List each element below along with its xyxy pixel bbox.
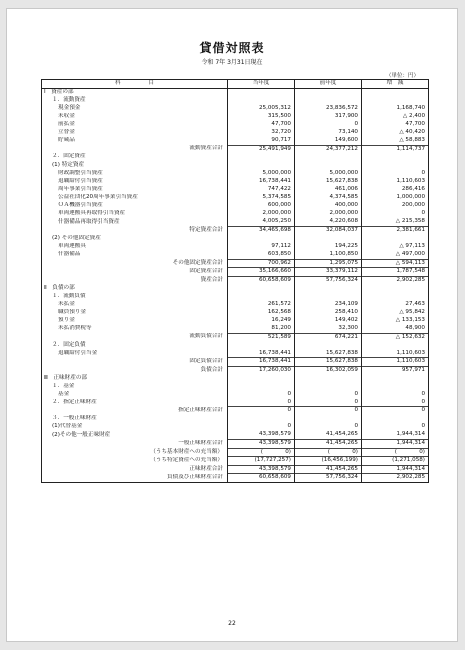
- cell-previous-year: 149,600: [295, 137, 362, 145]
- cell-current-year: 700,962: [228, 259, 295, 268]
- table-row: [42, 194, 429, 202]
- cell-change: △ 97,113: [362, 243, 429, 251]
- table-row: [42, 440, 429, 449]
- cell-change: 1,110,603: [362, 350, 429, 358]
- cell-current-year: 97,112: [228, 243, 295, 251]
- cell-current-year: 90,717: [228, 137, 295, 145]
- cell-change: △ 58,883: [362, 137, 429, 145]
- cell-current-year: [228, 293, 295, 301]
- table-header-row: [42, 80, 429, 89]
- cell-previous-year: [295, 415, 362, 423]
- table-row: [42, 333, 429, 341]
- cell-change: △ 497,000: [362, 251, 429, 259]
- cell-current-year: 4,005,250: [228, 218, 295, 226]
- cell-change: [362, 96, 429, 104]
- table-row: [42, 276, 429, 284]
- cell-change: [362, 161, 429, 169]
- row-label: 退職給付引当資産: [42, 178, 228, 186]
- cell-change: △ 133,153: [362, 317, 429, 325]
- cell-change: △ 2,400: [362, 113, 429, 121]
- table-row: [42, 301, 429, 309]
- table-row: [42, 391, 429, 399]
- row-label: ３．一般正味財産: [42, 415, 228, 423]
- cell-current-year: 25,491,949: [228, 145, 295, 153]
- row-label: １．基金: [42, 383, 228, 391]
- cell-current-year: [228, 161, 295, 169]
- cell-current-year: 603,850: [228, 251, 295, 259]
- table-row: [42, 358, 429, 367]
- cell-previous-year: [295, 383, 362, 391]
- cell-current-year: 747,422: [228, 186, 295, 194]
- cell-previous-year: [295, 341, 362, 349]
- cell-change: 1,787,548: [362, 268, 429, 277]
- cell-change: [362, 88, 429, 96]
- row-label: 流動資産合計: [42, 145, 228, 153]
- cell-current-year: 0: [228, 423, 295, 431]
- row-label: ２．固定資産: [42, 153, 228, 161]
- cell-previous-year: 194,225: [295, 243, 362, 251]
- document-page: [6, 8, 458, 642]
- table-row: [42, 251, 429, 259]
- table-row: [42, 374, 429, 382]
- row-label: 現金預金: [42, 104, 228, 112]
- cell-current-year: 0: [228, 391, 295, 399]
- row-label: 財政調整引当資産: [42, 170, 228, 178]
- cell-change: △ 594,113: [362, 259, 429, 268]
- row-label: ＯＡ機器引当資産: [42, 202, 228, 210]
- cell-change: 47,700: [362, 121, 429, 129]
- row-label: (2) その他固定資産: [42, 235, 228, 243]
- table-row: [42, 170, 429, 178]
- table-row: [42, 178, 429, 186]
- cell-previous-year: 400,000: [295, 202, 362, 210]
- row-label: 周年事業引当資産: [42, 186, 228, 194]
- cell-current-year: 60,658,609: [228, 474, 295, 483]
- row-label: その他固定資産合計: [42, 259, 228, 268]
- cell-current-year: [228, 153, 295, 161]
- cell-change: 0: [362, 170, 429, 178]
- cell-current-year: 0: [228, 407, 295, 415]
- balance-sheet-table: [41, 79, 429, 483]
- cell-current-year: 315,500: [228, 113, 295, 121]
- cell-current-year: 261,572: [228, 301, 295, 309]
- header-change: 増 減: [362, 80, 429, 89]
- header-account: 科 目: [42, 80, 228, 89]
- table-row: [42, 226, 429, 234]
- document-title: 貸借対照表: [199, 41, 265, 55]
- cell-previous-year: 461,006: [295, 186, 362, 194]
- page-number: 22: [228, 620, 236, 627]
- cell-change: [362, 415, 429, 423]
- cell-previous-year: [295, 374, 362, 382]
- cell-change: [362, 374, 429, 382]
- cell-change: 0: [362, 423, 429, 431]
- cell-previous-year: 0: [295, 121, 362, 129]
- row-label: (1) 特定資産: [42, 161, 228, 169]
- cell-previous-year: 15,627,838: [295, 358, 362, 367]
- table-row: [42, 113, 429, 121]
- row-label: 預り金: [42, 317, 228, 325]
- cell-change: 1,000,000: [362, 194, 429, 202]
- cell-current-year: 162,568: [228, 309, 295, 317]
- table-row: [42, 153, 429, 161]
- cell-current-year: [228, 284, 295, 292]
- row-label: （うち基本財産への充当額）: [42, 448, 228, 457]
- table-row: [42, 284, 429, 292]
- row-label: 負債合計: [42, 366, 228, 374]
- row-label: 基金: [42, 391, 228, 399]
- cell-previous-year: ( 0): [295, 448, 362, 457]
- cell-current-year: 47,700: [228, 121, 295, 129]
- cell-current-year: [228, 96, 295, 104]
- cell-previous-year: 32,084,037: [295, 226, 362, 234]
- cell-previous-year: 317,900: [295, 113, 362, 121]
- cell-previous-year: 258,410: [295, 309, 362, 317]
- table-row: [42, 88, 429, 96]
- row-label: ２．固定負債: [42, 341, 228, 349]
- row-label: 資産合計: [42, 276, 228, 284]
- table-row: [42, 96, 429, 104]
- cell-previous-year: 1,295,075: [295, 259, 362, 268]
- cell-current-year: [228, 383, 295, 391]
- table-row: [42, 407, 429, 415]
- cell-previous-year: [295, 161, 362, 169]
- cell-previous-year: 0: [295, 391, 362, 399]
- cell-current-year: 35,166,660: [228, 268, 295, 277]
- row-label: 未払金: [42, 301, 228, 309]
- table-row: [42, 145, 429, 153]
- cell-change: 2,902,285: [362, 276, 429, 284]
- cell-change: 0: [362, 407, 429, 415]
- table-row: [42, 474, 429, 483]
- cell-previous-year: [295, 235, 362, 243]
- cell-current-year: 2,000,000: [228, 210, 295, 218]
- row-label: (2)その他一般正味財産: [42, 431, 228, 439]
- cell-previous-year: 149,402: [295, 317, 362, 325]
- table-row: [42, 259, 429, 268]
- cell-previous-year: 0: [295, 407, 362, 415]
- row-label: Ⅰ 資産の部: [42, 88, 228, 96]
- table-row: [42, 465, 429, 474]
- cell-change: 48,900: [362, 325, 429, 333]
- table-row: [42, 457, 429, 466]
- row-label: 職員預り金: [42, 309, 228, 317]
- cell-change: 1,944,314: [362, 431, 429, 439]
- cell-change: 1,944,314: [362, 465, 429, 474]
- table-row: [42, 350, 429, 358]
- cell-previous-year: [295, 88, 362, 96]
- cell-change: [362, 284, 429, 292]
- row-label: Ⅱ 負債の部: [42, 284, 228, 292]
- cell-change: 1,110,603: [362, 358, 429, 367]
- table-row: [42, 317, 429, 325]
- cell-previous-year: 1,100,850: [295, 251, 362, 259]
- row-label: 貯蔵品: [42, 137, 228, 145]
- row-label: 什器備品再取得引当資産: [42, 218, 228, 226]
- table-row: [42, 309, 429, 317]
- cell-change: 1,110,603: [362, 178, 429, 186]
- cell-change: 2,902,285: [362, 474, 429, 483]
- table-row: [42, 210, 429, 218]
- cell-current-year: 16,738,441: [228, 358, 295, 367]
- cell-previous-year: 41,454,265: [295, 431, 362, 439]
- cell-current-year: 0: [228, 399, 295, 407]
- row-label: 固定負債合計: [42, 358, 228, 367]
- table-row: [42, 161, 429, 169]
- row-label: 未収金: [42, 113, 228, 121]
- cell-previous-year: 57,756,324: [295, 474, 362, 483]
- cell-current-year: 60,658,609: [228, 276, 295, 284]
- cell-current-year: [228, 415, 295, 423]
- cell-change: 2,381,661: [362, 226, 429, 234]
- row-label: 前払金: [42, 121, 228, 129]
- table-row: [42, 399, 429, 407]
- cell-previous-year: 73,140: [295, 129, 362, 137]
- cell-previous-year: [295, 284, 362, 292]
- row-label: Ⅲ 正味財産の部: [42, 374, 228, 382]
- cell-change: 1,168,740: [362, 104, 429, 112]
- cell-change: 1,944,314: [362, 440, 429, 449]
- row-label: (1)代替基金: [42, 423, 228, 431]
- cell-change: [362, 293, 429, 301]
- cell-current-year: 43,398,579: [228, 465, 295, 474]
- cell-current-year: 81,200: [228, 325, 295, 333]
- row-label: 特定資産合計: [42, 226, 228, 234]
- table-row: [42, 448, 429, 457]
- cell-current-year: [228, 341, 295, 349]
- cell-current-year: 16,249: [228, 317, 295, 325]
- cell-previous-year: 674,221: [295, 333, 362, 341]
- table-row: [42, 293, 429, 301]
- cell-current-year: ( 0): [228, 448, 295, 457]
- cell-current-year: 16,738,441: [228, 350, 295, 358]
- cell-previous-year: 16,302,059: [295, 366, 362, 374]
- cell-change: 1,114,737: [362, 145, 429, 153]
- cell-previous-year: 5,000,000: [295, 170, 362, 178]
- cell-change: (1,271,058): [362, 457, 429, 466]
- cell-current-year: 34,465,698: [228, 226, 295, 234]
- table-row: [42, 383, 429, 391]
- cell-current-year: 25,005,312: [228, 104, 295, 112]
- cell-change: △ 40,420: [362, 129, 429, 137]
- table-row: [42, 186, 429, 194]
- cell-previous-year: 24,377,212: [295, 145, 362, 153]
- table-row: [42, 325, 429, 333]
- cell-previous-year: 4,220,608: [295, 218, 362, 226]
- row-label: 什器備品: [42, 251, 228, 259]
- table-row: [42, 268, 429, 277]
- cell-change: 0: [362, 399, 429, 407]
- cell-previous-year: [295, 293, 362, 301]
- cell-current-year: 521,589: [228, 333, 295, 341]
- cell-current-year: [228, 374, 295, 382]
- cell-change: 0: [362, 210, 429, 218]
- row-label: 一般正味財産合計: [42, 440, 228, 449]
- table-row: [42, 104, 429, 112]
- cell-current-year: [228, 235, 295, 243]
- cell-change: ( 0): [362, 448, 429, 457]
- row-label: 公益社団化20周年事業引当資産: [42, 194, 228, 202]
- cell-previous-year: 57,756,324: [295, 276, 362, 284]
- table-row: [42, 121, 429, 129]
- cell-previous-year: [295, 96, 362, 104]
- cell-previous-year: [295, 153, 362, 161]
- cell-previous-year: 41,454,265: [295, 465, 362, 474]
- cell-previous-year: 32,300: [295, 325, 362, 333]
- cell-change: △ 215,358: [362, 218, 429, 226]
- table-row: [42, 423, 429, 431]
- header-previous-year: 前年度: [295, 80, 362, 89]
- row-label: 指定正味財産合計: [42, 407, 228, 415]
- cell-previous-year: 33,379,112: [295, 268, 362, 277]
- cell-previous-year: 0: [295, 423, 362, 431]
- cell-change: [362, 153, 429, 161]
- row-label: 正味財産合計: [42, 465, 228, 474]
- cell-current-year: 600,000: [228, 202, 295, 210]
- row-label: 車両運搬具: [42, 243, 228, 251]
- cell-previous-year: 4,374,585: [295, 194, 362, 202]
- cell-change: △ 152,632: [362, 333, 429, 341]
- cell-current-year: 17,260,030: [228, 366, 295, 374]
- cell-current-year: 32,720: [228, 129, 295, 137]
- row-label: 退職給付引当金: [42, 350, 228, 358]
- cell-current-year: 5,000,000: [228, 170, 295, 178]
- cell-current-year: 43,398,579: [228, 440, 295, 449]
- cell-previous-year: 23,836,572: [295, 104, 362, 112]
- cell-previous-year: 2,000,000: [295, 210, 362, 218]
- row-label: ２．指定正味財産: [42, 399, 228, 407]
- cell-current-year: 16,738,441: [228, 178, 295, 186]
- cell-change: 27,463: [362, 301, 429, 309]
- cell-change: △ 95,842: [362, 309, 429, 317]
- row-label: 固定資産合計: [42, 268, 228, 277]
- row-label: 負債及び正味財産合計: [42, 474, 228, 483]
- cell-previous-year: 41,454,265: [295, 440, 362, 449]
- cell-change: 286,416: [362, 186, 429, 194]
- cell-previous-year: 0: [295, 399, 362, 407]
- cell-change: 957,971: [362, 366, 429, 374]
- cell-current-year: [228, 88, 295, 96]
- header-current-year: 当年度: [228, 80, 295, 89]
- table-row: [42, 415, 429, 423]
- cell-change: [362, 235, 429, 243]
- row-label: 立替金: [42, 129, 228, 137]
- cell-current-year: 43,398,579: [228, 431, 295, 439]
- table-row: [42, 218, 429, 226]
- row-label: １．流動負債: [42, 293, 228, 301]
- cell-change: 0: [362, 391, 429, 399]
- cell-current-year: (17,727,257): [228, 457, 295, 466]
- cell-previous-year: 15,627,838: [295, 178, 362, 186]
- cell-previous-year: 234,109: [295, 301, 362, 309]
- cell-change: [362, 341, 429, 349]
- cell-current-year: 5,374,585: [228, 194, 295, 202]
- table-row: [42, 243, 429, 251]
- cell-previous-year: (16,456,199): [295, 457, 362, 466]
- cell-change: 200,000: [362, 202, 429, 210]
- table-row: [42, 235, 429, 243]
- row-label: 流動負債合計: [42, 333, 228, 341]
- table-row: [42, 202, 429, 210]
- table-row: [42, 341, 429, 349]
- table-row: [42, 366, 429, 374]
- row-label: （うち特定資産への充当額）: [42, 457, 228, 466]
- cell-previous-year: 15,627,838: [295, 350, 362, 358]
- row-label: 車両運搬具再取得引当資産: [42, 210, 228, 218]
- table-row: [42, 137, 429, 145]
- table-body: [42, 88, 429, 482]
- row-label: 未払消費税等: [42, 325, 228, 333]
- table-row: [42, 431, 429, 439]
- as-of-date: 令和 7年 3月31日現在: [201, 59, 263, 66]
- unit-label: （単位：円）: [385, 73, 419, 79]
- table-row: [42, 129, 429, 137]
- row-label: １．流動資産: [42, 96, 228, 104]
- cell-change: [362, 383, 429, 391]
